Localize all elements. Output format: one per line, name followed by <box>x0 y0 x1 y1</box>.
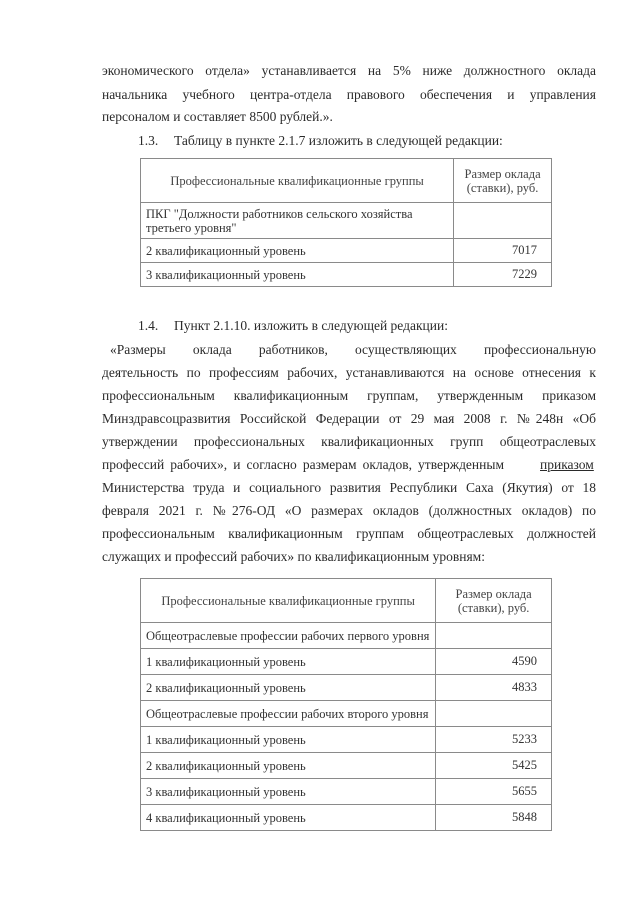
column-header-groups: Профессиональные квалификационные группы <box>141 579 436 623</box>
table-header-row <box>141 159 552 203</box>
intro-line-1: экономического отдела» устанавливается на 5% ниже должностного оклада <box>102 63 596 78</box>
group-cell: 3 квалификационный уровень <box>141 779 436 805</box>
group-cell: 2 квалификационный уровень <box>141 239 454 263</box>
group-cell: 2 квалификационный уровень <box>141 753 436 779</box>
group-cell: Общеотраслевые профессии рабочих первого уровня <box>141 623 436 649</box>
salary-cell: 5655 <box>436 779 552 805</box>
body-line-3: профессиональным квалификационным группам, утвержденным приказом <box>102 388 596 403</box>
salary-cell <box>454 203 552 239</box>
salary-cell: 4833 <box>436 675 552 701</box>
column-header-salary: Размер оклада (ставки), руб. <box>454 159 552 203</box>
salary-cell: 5848 <box>436 805 552 831</box>
intro-line-2: начальника учебного центра-отдела правового обеспечения и управления <box>102 87 596 102</box>
salary-cell: 5425 <box>436 753 552 779</box>
table-row <box>141 239 552 263</box>
group-cell: 2 квалификационный уровень <box>141 675 436 701</box>
clause-1-4 <box>138 316 448 336</box>
salary-cell: 4590 <box>436 649 552 675</box>
group-cell: 3 квалификационный уровень <box>141 263 454 287</box>
table-row <box>141 649 552 675</box>
table-row <box>141 727 552 753</box>
body-line-1: «Размеры оклада работников, осуществляющих профессиональную <box>110 342 596 357</box>
body-line-7: Министерства труда и социального развития Республики Саха (Якутия) от 18 <box>102 480 596 495</box>
clause-number: 1.3. <box>138 133 159 148</box>
order-link: приказом <box>540 457 594 472</box>
table-row <box>141 753 552 779</box>
table-row <box>141 675 552 701</box>
group-cell: Общеотраслевые профессии рабочих второго уровня <box>141 701 436 727</box>
body-line-5: утверждении профессиональных квалификационных групп общеотраслевых <box>102 434 596 449</box>
clause-number: 1.4. <box>138 318 159 333</box>
table-row <box>141 805 552 831</box>
table-row <box>141 203 552 239</box>
body-line-4: Минздравсоцразвития Российской Федерации от 29 мая 2008 г. №248н «Об <box>102 411 596 426</box>
body-line-2: деятельность по профессиям рабочих, устанавливаются на основе отнесения к <box>102 365 596 380</box>
table-row <box>141 263 552 287</box>
column-header-salary: Размер оклада (ставки), руб. <box>436 579 552 623</box>
salary-cell: 7229 <box>454 263 552 287</box>
body-line-10: служащих и профессий рабочих» по квалификационным уровням: <box>102 549 485 564</box>
body-line-8: февраля 2021 г. №276-ОД «О размерах окладов (должностных окладов) по <box>102 503 596 518</box>
intro-line-3: персоналом и составляет 8500 рублей.». <box>102 109 333 124</box>
clause-1-3 <box>138 131 503 151</box>
body-line-6: профессий рабочих», и согласно размерам окладов, утвержденным <box>102 457 504 472</box>
body-line-9: профессиональным квалификационным группам общеотраслевых должностей <box>102 526 596 541</box>
table-row <box>141 701 552 727</box>
column-header-groups: Профессиональные квалификационные группы <box>141 159 454 203</box>
salary-cell: 7017 <box>454 239 552 263</box>
salary-cell: 5233 <box>436 727 552 753</box>
table-salary-workers <box>140 578 552 831</box>
salary-cell <box>436 701 552 727</box>
group-cell: ПКГ "Должности работников сельского хозяйства третьего уровня" <box>141 203 454 239</box>
salary-cell <box>436 623 552 649</box>
clause-text: Пункт 2.1.10. изложить в следующей редакции: <box>174 318 448 333</box>
table-row <box>141 623 552 649</box>
table-salary-agri <box>140 158 552 287</box>
table-row <box>141 779 552 805</box>
group-cell: 1 квалификационный уровень <box>141 649 436 675</box>
group-cell: 4 квалификационный уровень <box>141 805 436 831</box>
clause-text: Таблицу в пункте 2.1.7 изложить в следующей редакции: <box>174 133 503 148</box>
table-header-row <box>141 579 552 623</box>
group-cell: 1 квалификационный уровень <box>141 727 436 753</box>
